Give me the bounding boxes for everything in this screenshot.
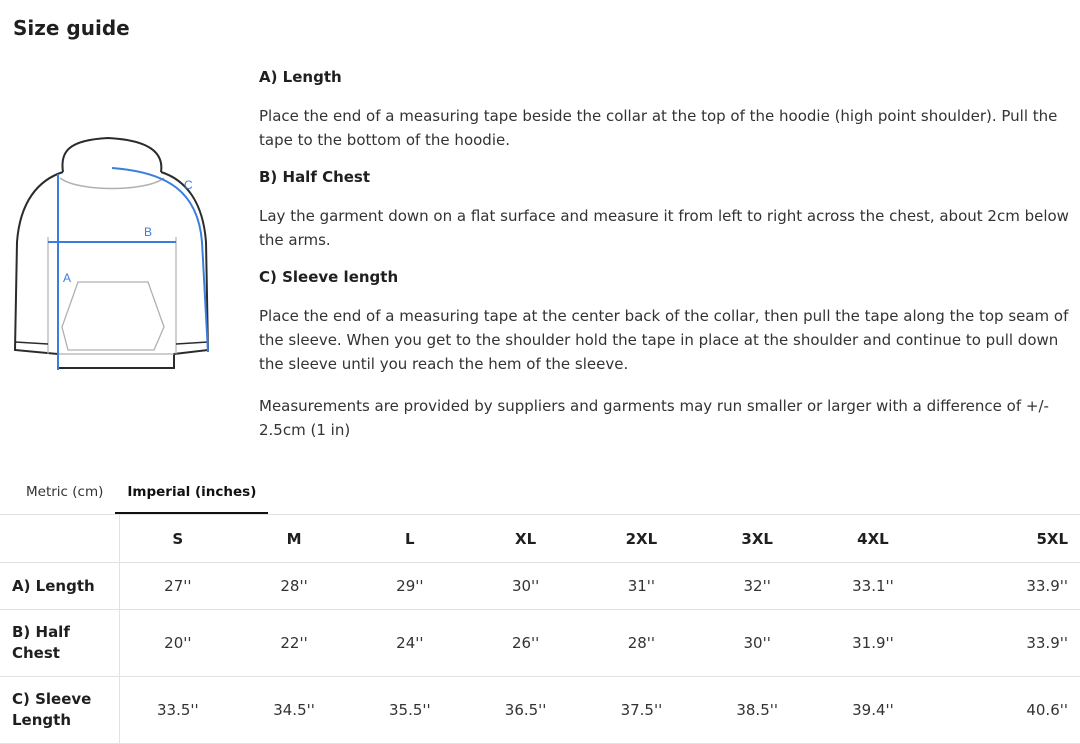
table-cell: 40.6'': [931, 677, 1080, 744]
row-label: [0, 677, 119, 744]
table-cell: 33.1'': [815, 563, 931, 610]
row-label-text: C) Sleeve Length: [12, 690, 92, 729]
table-cell: 29'': [352, 563, 468, 610]
tab-metric[interactable]: Metric (cm): [26, 484, 104, 500]
table-cell: 22'': [236, 610, 352, 677]
table-cell: 31'': [584, 563, 700, 610]
table-cell: 32'': [699, 563, 815, 610]
label-a: A: [63, 271, 72, 285]
table-row: [0, 610, 1080, 677]
table-cell: 34.5'': [236, 677, 352, 744]
size-header: 4XL: [815, 515, 931, 563]
size-header: XL: [468, 515, 584, 563]
sleeve-heading: C) Sleeve length: [259, 268, 399, 286]
row-label: [0, 610, 119, 677]
row-label: A) Length: [0, 563, 119, 610]
size-header: 2XL: [584, 515, 700, 563]
hoodie-diagram: [8, 132, 218, 382]
table-cell: 28'': [236, 563, 352, 610]
table-cell: 31.9'': [815, 610, 931, 677]
table-cell: 35.5'': [352, 677, 468, 744]
tab-imperial[interactable]: Imperial (inches): [115, 476, 268, 514]
length-text: Place the end of a measuring tape beside the collar at the top of the hoodie (high point shoulder). Pull the tape to the bottom of the hoodie.: [259, 107, 1058, 149]
size-header: M: [236, 515, 352, 563]
table-cell: 33.5'': [119, 677, 236, 744]
table-cell: 30'': [699, 610, 815, 677]
label-b: B: [144, 225, 153, 239]
table-cell: 27'': [119, 563, 236, 610]
table-cell: 24'': [352, 610, 468, 677]
half-chest-heading: B) Half Chest: [259, 168, 371, 186]
table-cell: 36.5'': [468, 677, 584, 744]
table-cell: 26'': [468, 610, 584, 677]
table-cell: 30'': [468, 563, 584, 610]
table-cell: 33.9'': [931, 610, 1080, 677]
unit-tabs: [14, 476, 268, 514]
label-c: C: [184, 178, 193, 192]
table-cell: 33.9'': [931, 563, 1080, 610]
sleeve-text: Place the end of a measuring tape at the center back of the collar, then pull the tape along the top seam of the sleeve. When you get to the shoulder hold the tape in place at the shoulder and continue to pull down the sleeve until you reach the hem of the sleeve.: [259, 307, 1069, 373]
corner-cell: [0, 515, 119, 563]
half-chest-text: Lay the garment down on a flat surface and measure it from left to right across the chest, about 2cm below the arms.: [259, 207, 1069, 249]
table-cell: 37.5'': [584, 677, 700, 744]
measurement-instructions: [259, 66, 1071, 442]
sleeve-section: [259, 266, 1071, 376]
table-cell: 38.5'': [699, 677, 815, 744]
page-title: Size guide: [13, 16, 130, 40]
table-row: [0, 563, 1080, 610]
table-cell: 39.4'': [815, 677, 931, 744]
row-label-text: B) Half Chest: [12, 623, 70, 662]
half-chest-section: [259, 166, 1071, 252]
size-header: S: [119, 515, 236, 563]
measurement-note: Measurements are provided by suppliers and garments may run smaller or larger with a difference of +/- 2.5cm (1 in): [259, 397, 1049, 439]
size-header-row: [0, 515, 1080, 563]
size-table: [0, 514, 1080, 744]
table-cell: 20'': [119, 610, 236, 677]
size-header: 3XL: [699, 515, 815, 563]
length-section: [259, 66, 1071, 152]
size-header: 5XL: [931, 515, 1080, 563]
size-header: L: [352, 515, 468, 563]
table-row: [0, 677, 1080, 744]
table-cell: 28'': [584, 610, 700, 677]
length-heading: A) Length: [259, 68, 342, 86]
